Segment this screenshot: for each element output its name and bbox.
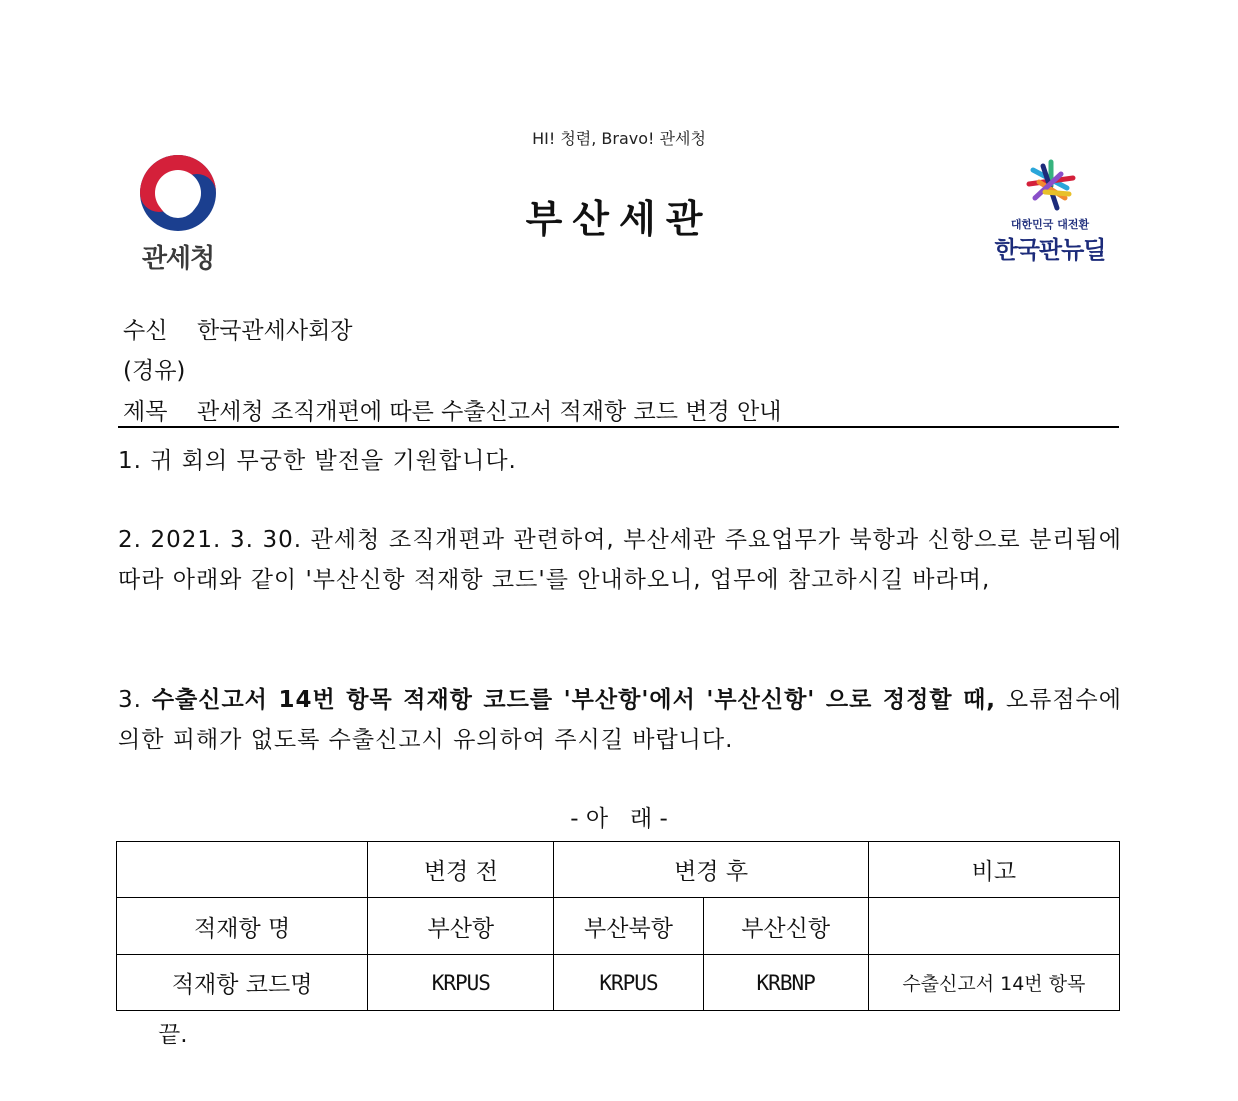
paragraph-3-emphasis: 수출신고서 14번 항목 적재항 코드를 '부산항'에서 '부산신항' 으로 정정할 때, [151,687,997,713]
paragraph-3-rest: 오류점수에 의한 피해가 없도록 수출신고시 유의하여 주시길 바랍니다. [118,687,1122,753]
header-divider [118,426,1119,428]
table-row [117,955,1120,1011]
paragraph-1: 1. 귀 회의 무궁한 발전을 기원합니다. [118,448,517,474]
row-name-note [868,898,1119,955]
table-row [117,898,1120,955]
row-code-note: 수출신고서 14번 항목 [868,955,1119,1011]
via-label: (경유) [123,358,186,384]
row-code-after-1: KRPUS [554,955,703,1011]
new-deal-symbol-icon [985,158,1115,214]
subject-line [123,393,781,426]
header-note: 비고 [868,842,1119,898]
subject-label: 제목 [123,399,168,425]
paragraph-2: 2. 2021. 3. 30. 관세청 조직개편과 관련하여, 부산세관 주요업무가 북항과 신항으로 분리됨에 따라 아래와 같이 '부산신항 적재항 코드'를 안내하오니, 업무에 참고하시길 바라며, [118,527,1122,593]
paragraph-3 [118,680,1122,760]
row-code-before: KRPUS [368,955,554,1011]
kcs-logo-text: 관세청 [141,244,215,274]
row-code-after-2: KRBNP [703,955,868,1011]
new-deal-title: 한국판뉴딜 [994,236,1106,264]
row-code-label: 적재항 코드명 [117,955,368,1011]
row-name-before: 부산항 [368,898,554,955]
row-name-after-1: 부산북항 [554,898,703,955]
slogan: HI! 청렴, Bravo! 관세청 [532,129,706,148]
recipient-value: 한국관세사회장 [197,318,353,344]
row-name-label: 적재항 명 [117,898,368,955]
paragraph-3-number: 3. [118,687,152,713]
via-line [123,352,185,385]
end-mark: 끝. [158,1022,188,1048]
header-before: 변경 전 [368,842,554,898]
org-title: 부산세관 [525,197,713,241]
row-name-after-2: 부산신항 [703,898,868,955]
header-after: 변경 후 [554,842,868,898]
recipient-line [123,312,353,345]
table-header-row [117,842,1120,898]
table-corner-cell [117,842,368,898]
port-code-table [116,841,1120,1011]
recipient-label: 수신 [123,318,168,344]
subject-value: 관세청 조직개편에 따른 수출신고서 적재항 코드 변경 안내 [197,399,782,425]
new-deal-subtitle: 대한민국 대전환 [1010,218,1090,231]
below-heading: - 아 래 - [570,806,668,832]
korean-new-deal-logo [985,158,1115,268]
